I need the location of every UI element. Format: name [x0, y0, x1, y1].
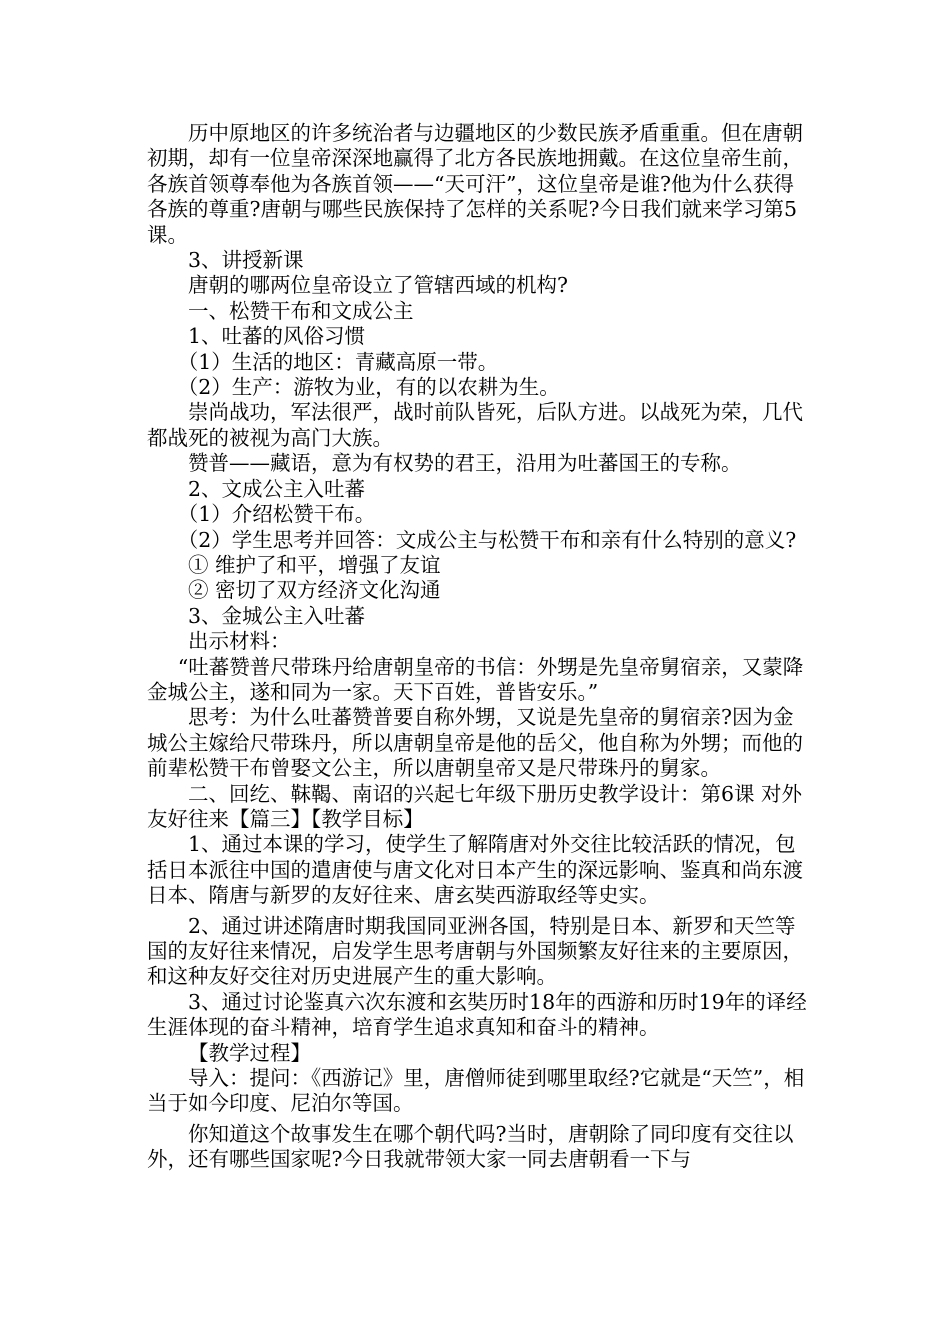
- point-exchange: ② 密切了双方经济文化沟通: [188, 578, 441, 603]
- document-body: [147, 121, 807, 1173]
- paragraph-intro: 历中原地区的许多统治者与边疆地区的少数民族矛盾重重。但在唐朝初期，却有一位皇帝深深地赢得了北方各民族地拥戴。在这位皇帝生前，各族首领尊奉他为各族首领——“天可汗”，这位皇帝是谁?他为什么获得各族的尊重?唐朝与哪些民族保持了怎样的关系呢?今日我们就来学习第5课。: [147, 121, 803, 247]
- question-western-regions: 唐朝的哪两位皇帝设立了管辖西域的机构?: [188, 273, 568, 298]
- heading-teaching-process: 【教学过程】: [188, 1040, 311, 1065]
- list-item-region: （1）生活的地区：青藏高原一带。: [177, 349, 499, 374]
- material-label: 出示材料：: [188, 629, 291, 654]
- objective-2: 2、通过讲述隋唐时期我国同亚洲各国，特别是日本、新罗和天竺等国的友好往来情况，启发学生思考唐朝与外国频繁友好往来的主要原因，和这种友好交往对历史进展产生的重大影响。: [147, 913, 803, 989]
- point-peace: ① 维护了和平，增强了友谊: [188, 552, 441, 577]
- subheading-jincheng: 3、金城公主入吐蕃: [188, 603, 366, 628]
- list-item-production: （2）生产：游牧为业，有的以农耕为生。: [177, 375, 560, 400]
- list-item-songtsen: （1）介绍松赞干布。: [177, 502, 376, 527]
- list-item-student-question: （2）学生思考并回答：文成公主与松赞干布和亲有什么特别的意义?: [177, 527, 797, 552]
- heading-new-lesson: 3、讲授新课: [188, 248, 304, 273]
- subheading-tubo-customs: 1、吐蕃的风俗习惯: [188, 324, 366, 349]
- quoted-material: “吐蕃赞普尺带珠丹给唐朝皇帝的书信：外甥是先皇帝舅宿亲，又蒙降金城公主，遂和同为一家。天下百姓，普皆安乐。”: [147, 654, 804, 704]
- paragraph-zanpu: 赞普——藏语，意为有权势的君王，沿用为吐蕃国王的专称。: [188, 451, 742, 476]
- objective-3: 3、通过讨论鉴真六次东渡和玄奘历时18年的西游和历时19年的译经生涯体现的奋斗精神，培育学生追求真知和奋斗的精神。: [147, 989, 807, 1040]
- section-heading-2: 二、回纥、靺鞨、南诏的兴起七年级下册历史教学设计：第6课 对外友好往来【篇三】【教学目标】: [147, 781, 803, 831]
- paragraph-question: 你知道这个故事发生在哪个朝代吗?当时，唐朝除了同印度有交往以外，还有哪些国家呢?今日我就带领大家一同去唐朝看一下与: [147, 1121, 794, 1172]
- paragraph-military: 崇尚战功，军法很严，战时前队皆死，后队方进。以战死为荣，几代都战死的被视为高门大族。: [147, 400, 803, 450]
- subheading-wencheng: 2、文成公主入吐蕃: [188, 476, 366, 501]
- paragraph-introduction: 导入：提问：《西游记》里，唐僧师徒到哪里取经?它就是“天竺”，相当于如今印度、尼泊尔等国。: [147, 1066, 805, 1116]
- objective-1: 1、通过本课的学习，使学生了解隋唐对外交往比较活跃的情况，包括日本派往中国的遣唐使与唐文化对日本产生的深远影响、鉴真和尚东渡日本、隋唐与新罗的友好往来、唐玄奘西游取经等史实。: [147, 832, 803, 908]
- paragraph-think: 思考：为什么吐蕃赞普要自称外甥，又说是先皇帝的舅宿亲?因为金城公主嫁给尺带珠丹，所以唐朝皇帝是他的岳父，他自称为外甥；而他的前辈松赞干布曾娶文公主，所以唐朝皇帝又是尺带珠丹的舅家。: [147, 705, 803, 781]
- section-heading-1: 一、松赞干布和文成公主: [188, 298, 414, 323]
